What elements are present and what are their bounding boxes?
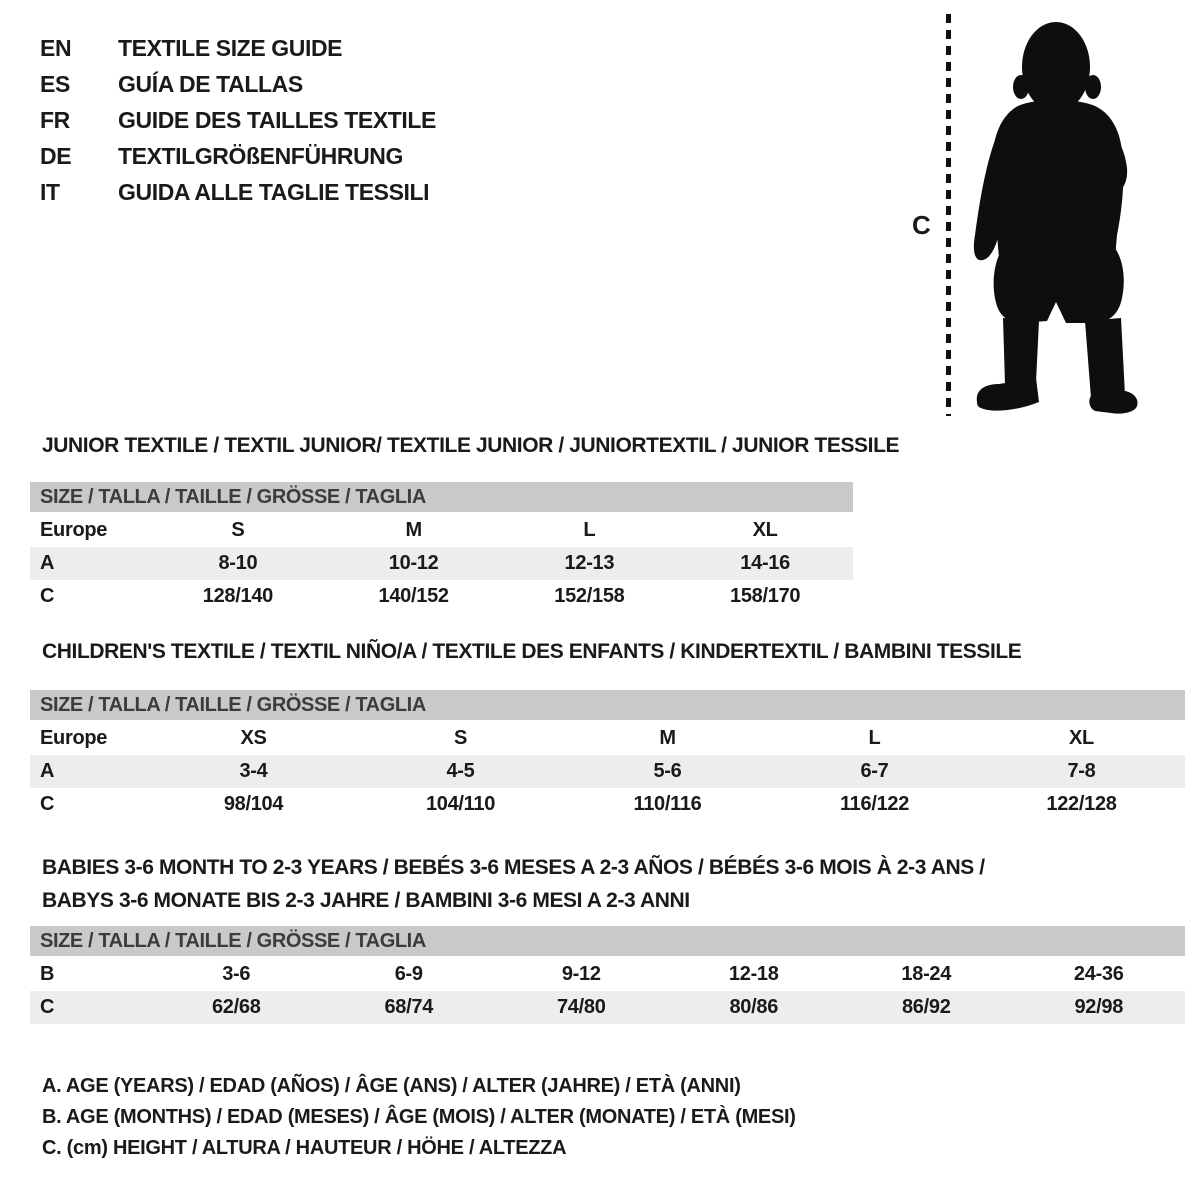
table-row <box>30 755 1185 788</box>
table-cell: 110/116 <box>633 793 702 815</box>
language-title-block <box>40 30 436 210</box>
language-code: ES <box>40 71 70 97</box>
table-cell: 86/92 <box>901 996 951 1018</box>
table-row <box>30 991 1185 1024</box>
language-row <box>40 66 436 102</box>
junior-section-title: JUNIOR TEXTILE / TEXTIL JUNIOR/ TEXTILE JUNIOR / JUNIORTEXTIL / JUNIOR TESSILE <box>42 434 900 457</box>
language-code: IT <box>40 179 60 205</box>
table-row <box>30 722 1185 755</box>
babies-section-title <box>42 851 985 917</box>
legend-line-c: C. (cm) HEIGHT / ALTURA / HAUTEUR / HÖHE / ALTEZZA <box>42 1137 567 1159</box>
table-row <box>30 547 853 580</box>
junior-table-size-header: SIZE / TALLA / TAILLE / GRÖSSE / TAGLIA <box>30 482 853 512</box>
language-row <box>40 138 436 174</box>
table-cell: 3-6 <box>222 963 251 985</box>
table-cell: 18-24 <box>901 963 952 985</box>
table-cell: XL <box>1069 727 1094 749</box>
language-title: GUIDE DES TAILLES TEXTILE <box>118 107 436 133</box>
table-row <box>30 580 853 613</box>
table-cell: 7-8 <box>1067 760 1096 782</box>
table-cell: 8-10 <box>218 552 258 574</box>
table-cell: S <box>231 519 245 541</box>
language-title: TEXTILGRÖßENFÜHRUNG <box>118 143 403 169</box>
table-cell: 6-7 <box>860 760 889 782</box>
table-cell: 80/86 <box>729 996 779 1018</box>
table-cell: 68/74 <box>384 996 434 1018</box>
table-cell: 6-9 <box>394 963 423 985</box>
language-row <box>40 30 436 66</box>
toddler-silhouette-image <box>955 10 1145 420</box>
legend-line-a: A. AGE (YEARS) / EDAD (AÑOS) / ÂGE (ANS) / ALTER (JAHRE) / ETÀ (ANNI) <box>42 1075 741 1097</box>
toddler-ear-right <box>1085 75 1101 99</box>
row-label: Europe <box>40 727 108 749</box>
table-cell: 12-13 <box>564 552 615 574</box>
table-cell: 14-16 <box>740 552 790 574</box>
language-title: GUÍA DE TALLAS <box>118 71 303 97</box>
junior-size-table <box>30 482 853 613</box>
language-code: FR <box>40 107 70 133</box>
height-measure-label: C <box>912 210 931 240</box>
toddler-ear-left <box>1013 75 1029 99</box>
language-row <box>40 102 436 138</box>
table-cell: 128/140 <box>202 585 273 607</box>
table-cell: 9-12 <box>561 963 601 985</box>
language-row <box>40 174 436 210</box>
language-title: GUIDA ALLE TAGLIE TESSILI <box>118 179 430 205</box>
table-cell: 4-5 <box>446 760 475 782</box>
table-cell: L <box>583 519 596 541</box>
table-cell: 24-36 <box>1073 963 1124 985</box>
table-cell: 5-6 <box>653 760 682 782</box>
row-label: B <box>40 963 55 985</box>
table-cell: 3-4 <box>239 760 268 782</box>
table-cell: XS <box>240 727 267 749</box>
language-title: TEXTILE SIZE GUIDE <box>118 35 343 61</box>
row-label: A <box>40 760 55 782</box>
row-label: A <box>40 552 55 574</box>
table-cell: 62/68 <box>211 996 261 1018</box>
row-label: C <box>40 996 55 1018</box>
table-cell: XL <box>752 519 778 541</box>
babies-title-line2: BABYS 3-6 MONATE BIS 2-3 JAHRE / BAMBINI 3-6 MESI A 2-3 ANNI <box>42 889 690 912</box>
table-cell: 122/128 <box>1046 793 1117 815</box>
legend-line-b: B. AGE (MONTHS) / EDAD (MESES) / ÂGE (MOIS) / ALTER (MONATE) / ETÀ (MESI) <box>42 1106 796 1128</box>
row-label: C <box>40 585 55 607</box>
table-cell: 104/110 <box>425 793 496 815</box>
table-cell: 74/80 <box>556 996 606 1018</box>
table-cell: 116/122 <box>839 793 910 815</box>
table-cell: M <box>405 519 422 541</box>
babies-title-line1: BABIES 3-6 MONTH TO 2-3 YEARS / BEBÉS 3-6 MESES A 2-3 AÑOS / BÉBÉS 3-6 MOIS À 2-3 ANS / <box>42 856 985 879</box>
table-cell: 158/170 <box>730 585 801 607</box>
table-cell: 140/152 <box>378 585 449 607</box>
language-code: DE <box>40 143 72 169</box>
babies-size-table <box>30 926 1185 1024</box>
table-row <box>30 788 1185 821</box>
table-cell: 12-18 <box>728 963 779 985</box>
table-cell: 10-12 <box>388 552 439 574</box>
table-cell: 92/98 <box>1074 996 1124 1018</box>
measurement-legend <box>42 1071 796 1164</box>
table-cell: L <box>868 727 881 749</box>
row-label: Europe <box>40 519 108 541</box>
children-table-size-header: SIZE / TALLA / TAILLE / GRÖSSE / TAGLIA <box>30 690 1185 720</box>
children-section-title: CHILDREN'S TEXTILE / TEXTIL NIÑO/A / TEXTILE DES ENFANTS / KINDERTEXTIL / BAMBINI TESSILE <box>42 640 1022 663</box>
table-cell: S <box>453 727 468 749</box>
babies-table-size-header: SIZE / TALLA / TAILLE / GRÖSSE / TAGLIA <box>30 926 1185 956</box>
table-cell: 98/104 <box>223 793 284 815</box>
table-row <box>30 514 853 547</box>
toddler-head <box>1022 22 1090 112</box>
row-label: C <box>40 793 55 815</box>
table-cell: 152/158 <box>554 585 625 607</box>
language-code: EN <box>40 35 72 61</box>
height-measure-dashed-line <box>946 14 951 416</box>
table-cell: M <box>659 727 676 749</box>
table-row <box>30 958 1185 991</box>
children-size-table <box>30 690 1185 821</box>
